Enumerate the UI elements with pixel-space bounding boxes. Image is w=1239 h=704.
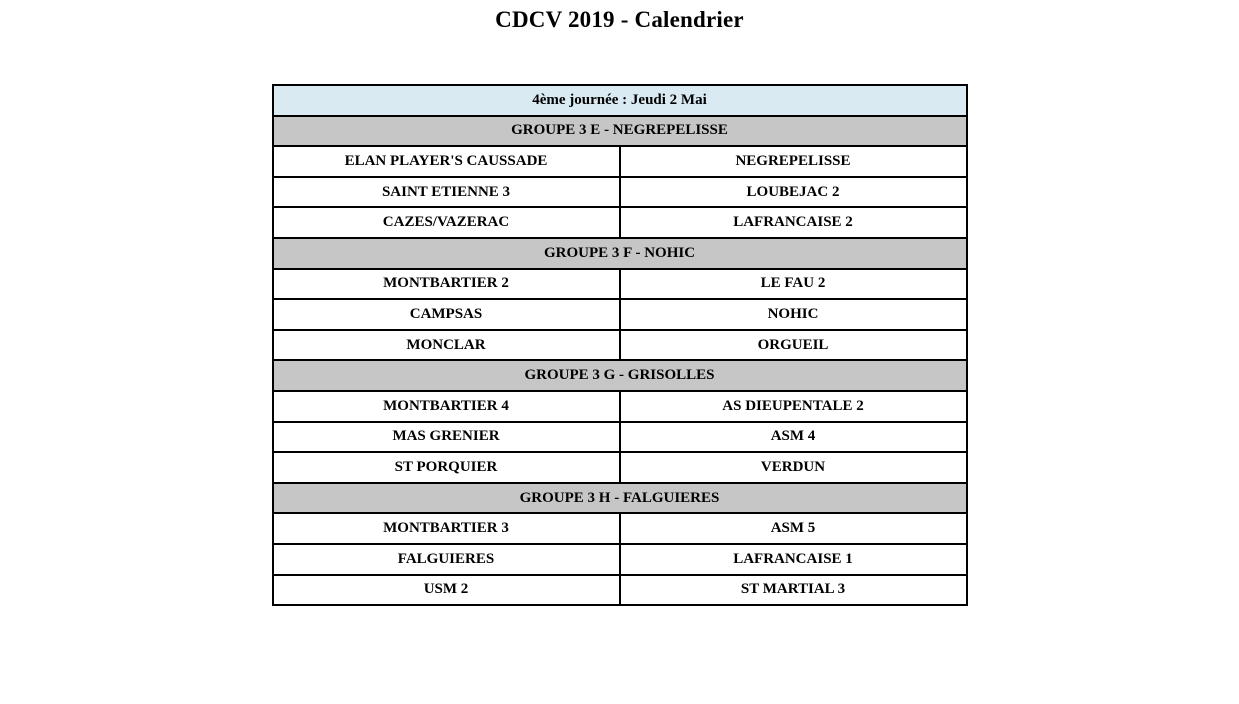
home-team-cell: MONTBARTIER 4 <box>273 391 620 422</box>
match-row <box>273 575 967 606</box>
away-team-cell: LAFRANCAISE 2 <box>620 207 967 238</box>
group-header-row <box>273 116 967 147</box>
group-header-row <box>273 360 967 391</box>
away-team-cell: ASM 4 <box>620 422 967 453</box>
home-team-cell: ST PORQUIER <box>273 452 620 483</box>
match-row <box>273 330 967 361</box>
match-row <box>273 513 967 544</box>
group-header-row <box>273 483 967 514</box>
group-header-cell: GROUPE 3 F - NOHIC <box>273 238 967 269</box>
group-header-row <box>273 238 967 269</box>
away-team-cell: LE FAU 2 <box>620 269 967 300</box>
home-team-cell: MONCLAR <box>273 330 620 361</box>
home-team-cell: FALGUIERES <box>273 544 620 575</box>
match-row <box>273 422 967 453</box>
away-team-cell: ASM 5 <box>620 513 967 544</box>
home-team-cell: CAZES/VAZERAC <box>273 207 620 238</box>
match-row <box>273 177 967 208</box>
home-team-cell: MONTBARTIER 3 <box>273 513 620 544</box>
home-team-cell: SAINT ETIENNE 3 <box>273 177 620 208</box>
match-row <box>273 269 967 300</box>
home-team-cell: MONTBARTIER 2 <box>273 269 620 300</box>
match-row <box>273 207 967 238</box>
home-team-cell: MAS GRENIER <box>273 422 620 453</box>
match-row <box>273 544 967 575</box>
away-team-cell: NEGREPELISSE <box>620 146 967 177</box>
calendar-table <box>272 84 968 606</box>
calendar-table-body <box>273 85 967 605</box>
day-header-cell: 4ème journée : Jeudi 2 Mai <box>273 85 967 116</box>
match-row <box>273 391 967 422</box>
away-team-cell: VERDUN <box>620 452 967 483</box>
home-team-cell: USM 2 <box>273 575 620 606</box>
group-header-cell: GROUPE 3 H - FALGUIERES <box>273 483 967 514</box>
home-team-cell: CAMPSAS <box>273 299 620 330</box>
away-team-cell: LOUBEJAC 2 <box>620 177 967 208</box>
away-team-cell: ST MARTIAL 3 <box>620 575 967 606</box>
match-row <box>273 299 967 330</box>
away-team-cell: NOHIC <box>620 299 967 330</box>
away-team-cell: AS DIEUPENTALE 2 <box>620 391 967 422</box>
home-team-cell: ELAN PLAYER'S CAUSSADE <box>273 146 620 177</box>
group-header-cell: GROUPE 3 G - GRISOLLES <box>273 360 967 391</box>
away-team-cell: LAFRANCAISE 1 <box>620 544 967 575</box>
group-header-cell: GROUPE 3 E - NEGREPELISSE <box>273 116 967 147</box>
day-header-row <box>273 85 967 116</box>
page-title: CDCV 2019 - Calendrier <box>495 7 744 32</box>
match-row <box>273 452 967 483</box>
away-team-cell: ORGUEIL <box>620 330 967 361</box>
match-row <box>273 146 967 177</box>
